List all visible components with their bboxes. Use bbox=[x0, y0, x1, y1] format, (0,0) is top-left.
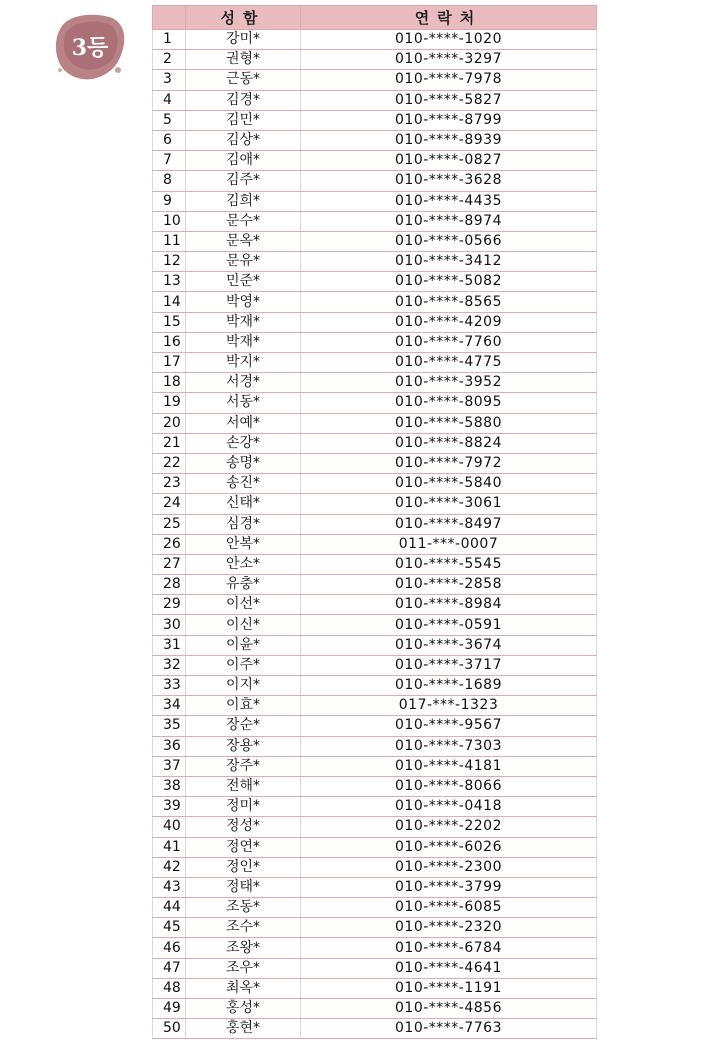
row-name: 조왕* bbox=[186, 938, 301, 958]
row-name: 장순* bbox=[186, 716, 301, 736]
row-phone: 010-****-8497 bbox=[301, 514, 597, 534]
table-row bbox=[153, 474, 597, 494]
winner-table bbox=[152, 5, 597, 1039]
row-phone: 010-****-0418 bbox=[301, 797, 597, 817]
table-row bbox=[153, 353, 597, 373]
table-row bbox=[153, 776, 597, 796]
row-name: 김주* bbox=[186, 171, 301, 191]
table-row bbox=[153, 70, 597, 90]
table-row bbox=[153, 978, 597, 998]
row-phone: 010-****-4435 bbox=[301, 191, 597, 211]
table-row bbox=[153, 110, 597, 130]
row-number: 6 bbox=[153, 130, 186, 150]
row-number: 46 bbox=[153, 938, 186, 958]
row-phone: 010-****-6085 bbox=[301, 898, 597, 918]
row-number: 13 bbox=[153, 272, 186, 292]
row-name: 안소* bbox=[186, 554, 301, 574]
row-number: 15 bbox=[153, 312, 186, 332]
table-row bbox=[153, 575, 597, 595]
table-row bbox=[153, 615, 597, 635]
table-header-row bbox=[153, 6, 597, 30]
row-name: 권형* bbox=[186, 50, 301, 70]
row-number: 40 bbox=[153, 817, 186, 837]
row-number: 43 bbox=[153, 877, 186, 897]
row-name: 조동* bbox=[186, 898, 301, 918]
table-row bbox=[153, 595, 597, 615]
row-name: 문수* bbox=[186, 211, 301, 231]
row-phone: 010-****-1191 bbox=[301, 978, 597, 998]
row-number: 33 bbox=[153, 676, 186, 696]
row-number: 24 bbox=[153, 494, 186, 514]
row-name: 장용* bbox=[186, 736, 301, 756]
row-phone: 010-****-3628 bbox=[301, 171, 597, 191]
row-phone: 017-***-1323 bbox=[301, 696, 597, 716]
row-name: 이지* bbox=[186, 676, 301, 696]
table-row bbox=[153, 554, 597, 574]
row-name: 박영* bbox=[186, 292, 301, 312]
row-number: 21 bbox=[153, 433, 186, 453]
row-number: 19 bbox=[153, 393, 186, 413]
row-number: 10 bbox=[153, 211, 186, 231]
row-name: 이윤* bbox=[186, 635, 301, 655]
row-phone: 010-****-8974 bbox=[301, 211, 597, 231]
row-phone: 010-****-4209 bbox=[301, 312, 597, 332]
table-row bbox=[153, 837, 597, 857]
row-number: 35 bbox=[153, 716, 186, 736]
table-row bbox=[153, 312, 597, 332]
row-number: 34 bbox=[153, 696, 186, 716]
row-phone: 010-****-0566 bbox=[301, 231, 597, 251]
row-name: 근동* bbox=[186, 70, 301, 90]
table-row bbox=[153, 252, 597, 272]
row-phone: 010-****-2202 bbox=[301, 817, 597, 837]
row-name: 문유* bbox=[186, 252, 301, 272]
table-row bbox=[153, 211, 597, 231]
table-row bbox=[153, 534, 597, 554]
row-number: 18 bbox=[153, 373, 186, 393]
row-phone: 010-****-3412 bbox=[301, 252, 597, 272]
row-number: 12 bbox=[153, 252, 186, 272]
table-row bbox=[153, 373, 597, 393]
row-number: 42 bbox=[153, 857, 186, 877]
row-name: 서예* bbox=[186, 413, 301, 433]
row-phone: 010-****-2858 bbox=[301, 575, 597, 595]
row-number: 27 bbox=[153, 554, 186, 574]
table-row bbox=[153, 797, 597, 817]
table-row bbox=[153, 130, 597, 150]
row-name: 유충* bbox=[186, 575, 301, 595]
row-phone: 010-****-1689 bbox=[301, 676, 597, 696]
row-number: 38 bbox=[153, 776, 186, 796]
table-row bbox=[153, 50, 597, 70]
row-name: 김희* bbox=[186, 191, 301, 211]
table-row bbox=[153, 171, 597, 191]
row-phone: 010-****-2300 bbox=[301, 857, 597, 877]
header-phone: 연락처 bbox=[301, 6, 597, 30]
row-phone: 010-****-3297 bbox=[301, 50, 597, 70]
row-name: 민준* bbox=[186, 272, 301, 292]
row-number: 14 bbox=[153, 292, 186, 312]
table-row bbox=[153, 433, 597, 453]
table-row bbox=[153, 756, 597, 776]
row-number: 41 bbox=[153, 837, 186, 857]
row-name: 강미* bbox=[186, 30, 301, 50]
row-name: 조수* bbox=[186, 918, 301, 938]
row-phone: 010-****-8799 bbox=[301, 110, 597, 130]
table-row bbox=[153, 655, 597, 675]
row-phone: 010-****-3061 bbox=[301, 494, 597, 514]
table-row bbox=[153, 332, 597, 352]
row-phone: 010-****-0591 bbox=[301, 615, 597, 635]
row-number: 11 bbox=[153, 231, 186, 251]
row-number: 47 bbox=[153, 958, 186, 978]
table-row bbox=[153, 494, 597, 514]
row-phone: 010-****-3952 bbox=[301, 373, 597, 393]
table-row bbox=[153, 413, 597, 433]
table-row bbox=[153, 231, 597, 251]
row-phone: 010-****-4641 bbox=[301, 958, 597, 978]
rank-badge bbox=[52, 10, 128, 82]
row-phone: 010-****-7972 bbox=[301, 453, 597, 473]
table-row bbox=[153, 898, 597, 918]
table-row bbox=[153, 90, 597, 110]
row-number: 32 bbox=[153, 655, 186, 675]
row-name: 송명* bbox=[186, 453, 301, 473]
row-phone: 010-****-3674 bbox=[301, 635, 597, 655]
row-number: 36 bbox=[153, 736, 186, 756]
row-name: 장주* bbox=[186, 756, 301, 776]
row-name: 서동* bbox=[186, 393, 301, 413]
row-number: 26 bbox=[153, 534, 186, 554]
row-phone: 010-****-5840 bbox=[301, 474, 597, 494]
row-number: 44 bbox=[153, 898, 186, 918]
row-name: 문옥* bbox=[186, 231, 301, 251]
row-phone: 010-****-9567 bbox=[301, 716, 597, 736]
row-number: 48 bbox=[153, 978, 186, 998]
row-number: 45 bbox=[153, 918, 186, 938]
row-name: 정인* bbox=[186, 857, 301, 877]
row-number: 3 bbox=[153, 70, 186, 90]
row-number: 23 bbox=[153, 474, 186, 494]
table-row bbox=[153, 635, 597, 655]
row-number: 20 bbox=[153, 413, 186, 433]
table-row bbox=[153, 696, 597, 716]
row-phone: 010-****-6784 bbox=[301, 938, 597, 958]
table-row bbox=[153, 938, 597, 958]
table-row bbox=[153, 30, 597, 50]
table-row bbox=[153, 676, 597, 696]
row-number: 39 bbox=[153, 797, 186, 817]
row-name: 박재* bbox=[186, 312, 301, 332]
rank-label: 3등 bbox=[71, 34, 109, 61]
row-phone: 010-****-4181 bbox=[301, 756, 597, 776]
row-phone: 010-****-7303 bbox=[301, 736, 597, 756]
row-name: 송진* bbox=[186, 474, 301, 494]
row-phone: 010-****-5082 bbox=[301, 272, 597, 292]
row-number: 9 bbox=[153, 191, 186, 211]
row-phone: 010-****-3799 bbox=[301, 877, 597, 897]
row-name: 신태* bbox=[186, 494, 301, 514]
row-name: 이효* bbox=[186, 696, 301, 716]
row-name: 정성* bbox=[186, 817, 301, 837]
row-number: 7 bbox=[153, 151, 186, 171]
row-name: 김상* bbox=[186, 130, 301, 150]
row-name: 이신* bbox=[186, 615, 301, 635]
row-name: 박지* bbox=[186, 353, 301, 373]
row-phone: 010-****-7978 bbox=[301, 70, 597, 90]
row-phone: 010-****-2320 bbox=[301, 918, 597, 938]
row-name: 홍성* bbox=[186, 999, 301, 1019]
header-number bbox=[153, 6, 186, 30]
row-phone: 010-****-5880 bbox=[301, 413, 597, 433]
row-phone: 010-****-8824 bbox=[301, 433, 597, 453]
row-number: 37 bbox=[153, 756, 186, 776]
row-name: 최옥* bbox=[186, 978, 301, 998]
row-name: 안복* bbox=[186, 534, 301, 554]
table-row bbox=[153, 958, 597, 978]
table-row bbox=[153, 151, 597, 171]
row-phone: 010-****-0827 bbox=[301, 151, 597, 171]
row-name: 정태* bbox=[186, 877, 301, 897]
row-phone: 010-****-8939 bbox=[301, 130, 597, 150]
table-row bbox=[153, 877, 597, 897]
row-number: 22 bbox=[153, 453, 186, 473]
row-name: 조우* bbox=[186, 958, 301, 978]
row-number: 49 bbox=[153, 999, 186, 1019]
row-name: 박재* bbox=[186, 332, 301, 352]
table-row bbox=[153, 191, 597, 211]
row-number: 16 bbox=[153, 332, 186, 352]
table-row bbox=[153, 999, 597, 1019]
row-name: 김경* bbox=[186, 90, 301, 110]
row-name: 김민* bbox=[186, 110, 301, 130]
row-number: 5 bbox=[153, 110, 186, 130]
row-name: 이선* bbox=[186, 595, 301, 615]
row-number: 29 bbox=[153, 595, 186, 615]
row-number: 31 bbox=[153, 635, 186, 655]
table-row bbox=[153, 918, 597, 938]
table-row bbox=[153, 857, 597, 877]
row-name: 정연* bbox=[186, 837, 301, 857]
row-phone: 010-****-8095 bbox=[301, 393, 597, 413]
row-number: 28 bbox=[153, 575, 186, 595]
row-name: 홍현* bbox=[186, 1019, 301, 1039]
row-number: 25 bbox=[153, 514, 186, 534]
row-number: 4 bbox=[153, 90, 186, 110]
table-row bbox=[153, 1019, 597, 1039]
row-name: 정미* bbox=[186, 797, 301, 817]
row-name: 손강* bbox=[186, 433, 301, 453]
row-number: 2 bbox=[153, 50, 186, 70]
row-phone: 010-****-5545 bbox=[301, 554, 597, 574]
table-row bbox=[153, 272, 597, 292]
table-row bbox=[153, 716, 597, 736]
row-phone: 010-****-8066 bbox=[301, 776, 597, 796]
row-phone: 010-****-3717 bbox=[301, 655, 597, 675]
table-row bbox=[153, 393, 597, 413]
row-phone: 010-****-8984 bbox=[301, 595, 597, 615]
header-name: 성함 bbox=[186, 6, 301, 30]
row-number: 8 bbox=[153, 171, 186, 191]
row-phone: 010-****-7763 bbox=[301, 1019, 597, 1039]
row-name: 서경* bbox=[186, 373, 301, 393]
table-row bbox=[153, 453, 597, 473]
row-phone: 010-****-4856 bbox=[301, 999, 597, 1019]
row-phone: 010-****-7760 bbox=[301, 332, 597, 352]
row-name: 심경* bbox=[186, 514, 301, 534]
row-name: 전해* bbox=[186, 776, 301, 796]
table-row bbox=[153, 817, 597, 837]
row-number: 1 bbox=[153, 30, 186, 50]
row-phone: 010-****-4775 bbox=[301, 353, 597, 373]
row-number: 17 bbox=[153, 353, 186, 373]
table-row bbox=[153, 736, 597, 756]
row-number: 50 bbox=[153, 1019, 186, 1039]
row-phone: 011-***-0007 bbox=[301, 534, 597, 554]
table-row bbox=[153, 514, 597, 534]
row-name: 이주* bbox=[186, 655, 301, 675]
row-name: 김애* bbox=[186, 151, 301, 171]
row-number: 30 bbox=[153, 615, 186, 635]
table-row bbox=[153, 292, 597, 312]
row-phone: 010-****-8565 bbox=[301, 292, 597, 312]
row-phone: 010-****-5827 bbox=[301, 90, 597, 110]
row-phone: 010-****-6026 bbox=[301, 837, 597, 857]
row-phone: 010-****-1020 bbox=[301, 30, 597, 50]
